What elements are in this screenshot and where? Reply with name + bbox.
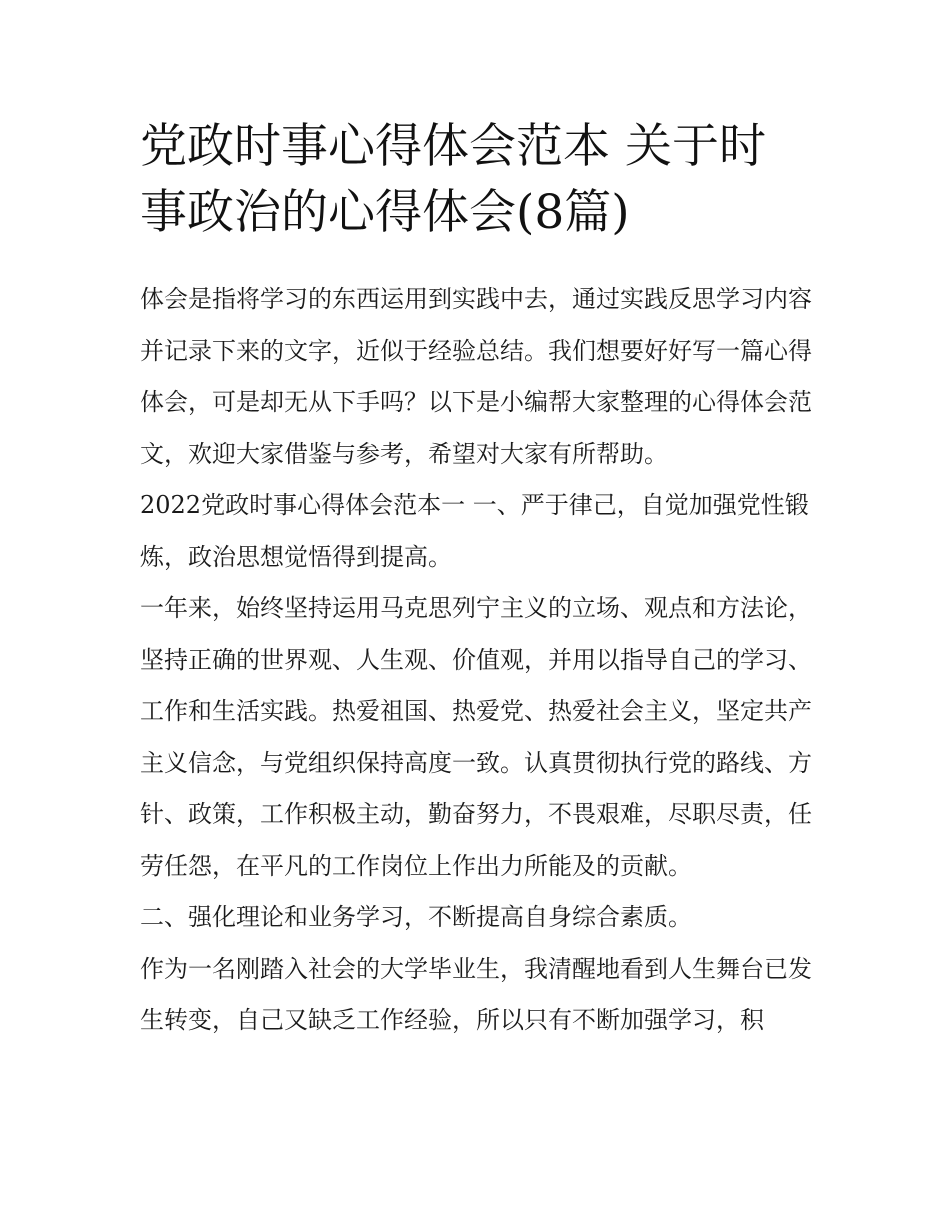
paragraph-section-two-heading: 二、强化理论和业务学习，不断提高自身综合素质。	[140, 903, 692, 931]
paragraph-section-one-heading: 2022党政时事心得体会范本一 一、严于律己，自觉加强党性锻炼，政治思想觉悟得到提高。	[140, 491, 809, 571]
paragraph-intro: 体会是指将学习的东西运用到实践中去，通过实践反思学习内容并记录下来的文字，近似于经验总结。我们想要好好写一篇心得体会，可是却无从下手吗？以下是小编帮大家整理的心得体会范文，欢迎大家借鉴与参考，希望对大家有所帮助。	[140, 285, 812, 468]
document-body	[140, 274, 812, 1047]
document-content	[140, 114, 812, 1047]
paragraph-section-two-body: 作为一名刚踏入社会的大学毕业生，我清醒地看到人生舞台已发生转变，自己又缺乏工作经验，所以只有不断加强学习，积	[140, 954, 812, 1034]
document-title: 党政时事心得体会范本 关于时事政治的心得体会(8篇)	[140, 119, 766, 240]
paragraph-section-one-body: 一年来，始终坚持运用马克思列宁主义的立场、观点和方法论，坚持正确的世界观、人生观、价值观，并用以指导自己的学习、工作和生活实践。热爱祖国、热爱党、热爱社会主义，坚定共产主义信念，与党组织保持高度一致。认真贯彻执行党的路线、方针、政策，工作积极主动，勤奋努力，不畏艰难，尽职尽责，任劳任怨，在平凡的工作岗位上作出力所能及的贡献。	[140, 594, 812, 880]
